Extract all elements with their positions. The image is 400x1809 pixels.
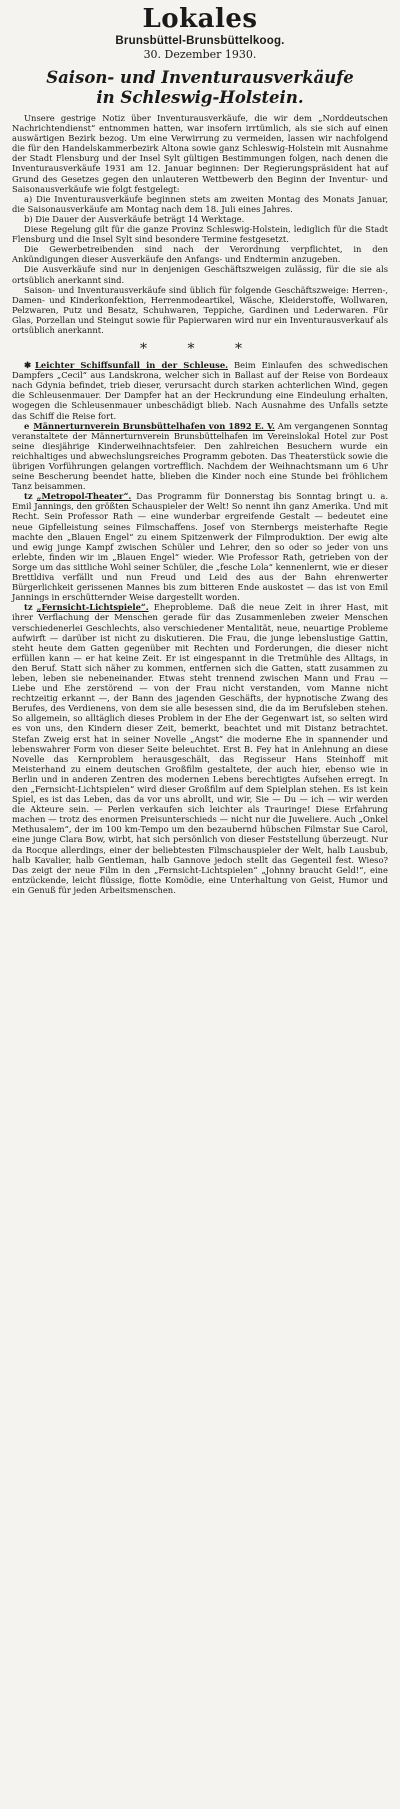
date-line: 30. Dezember 1930. [143, 48, 257, 61]
item-text: Am vergangenen Sonntag veranstaltete der Männerturnverein Brunsbüttelhafen im Vereinslokal Hotel zur Post seine diesjährige Kinderweihnachtsfeier. Den zahlreichen Besuchern wurde ein reichhaltiges und abwechslungsreiches Programm geboten. Das Theaterstück sowie die übrigen Vorführungen gelangen vortrefflich. Nachdem der Weihnachtsmann um 6 Uhr seine Bescherung beendet hatte, blieben die Kinder noch eine Stunde bei fröhlichem Tanz beisammen. [12, 420, 388, 492]
item-headline: Männerturnverein Brunsbüttelhafen von 1892 E. V. [33, 420, 275, 431]
article-paragraph: Saison- und Inventurausverkäufe sind üblich für folgende Geschäftszweige: Herren-, Damen- und Kinderkonfektion, Herrenmodeartikel, Wäsche, Kleiderstoffe, Wollwaren, Pelzwaren, Putz und Besatz, Schuhwaren, Teppiche, Gardinen und Lederwaren. Für Glas, Porzellan und Steingut sowie für Papierwaren wird nur ein Inventurausverkauf als ortsüblich anerkannt. [12, 284, 388, 335]
masthead [12, 4, 388, 62]
item-marker: e [24, 420, 30, 431]
item-text: Das Programm für Donnerstag bis Sonntag bringt u. a. Emil Jannings, den größten Schauspieler der Welt! So nennt ihn ganz Amerika. Und mit Recht. Sein Professor Rath — eine wunderbar ergreifende Gestalt — bedeutet eine neue Gipfelleistung seines Filmschaffens. Josef von Sternbergs meisterhafte Regie machte den „Blauen Engel“ zu einem Spitzenwerk der Filmproduktion. Der ewig alte und ewig junge Kampf zwischen Schüler und Lehrer, den so oder so jeder von uns erlebte, finden wir im „Blauen Engel“ wieder. Wie Professor Rath, getrieben von der Sorge um das sittliche Wohl seiner Schüler, die „fesche Lola“ kennenlernt, wie er dieser Brettldiva verfällt und nun Freud und Leid des aus der Bahn ehrenwerter Bürgerlichkeit gerissenen Mannes bis zum bitteren Ende auskostet — das ist von Emil Jannings in erschütternder Weise dargestellt worden. [12, 491, 388, 603]
news-item [12, 421, 388, 492]
separator-stars: * * * [140, 341, 260, 358]
local-news [12, 360, 388, 895]
article-paragraph: b) Die Dauer der Ausverkäufe beträgt 14 Werktage. [24, 213, 245, 224]
news-item [12, 491, 388, 602]
news-item [12, 360, 388, 421]
news-item [12, 602, 388, 895]
item-text: Eheprobleme. Daß die neue Zeit in ihrer Hast, mit ihrer Verflachung der Menschen gerade für das Zusammenleben zweier Menschen verschiedenerlei Geschlechts, also verschiedener Mentalität, neue, neuartige Probleme aufwirft — darüber ist nicht zu diskutieren. Die Frau, die junge lebenslustige Gattin, steht heute dem Gatten gegenüber mit Rechten und Forderungen, die dieser nicht erfüllen kann — er hat keine Zeit. Er ist eingespannt in die Tretmühle des Alltags, in den Beruf. Statt sich näher zu kommen, entfernen sich die Gatten, statt zusammen zu leben, leben sie nebeneinander. Etwas steht trennend zwischen Mann und Frau — Liebe und Ehe zerstörend — von der Frau nicht verstanden, vom Manne nicht rechtzeitig erkannt —, der Bann des jagenden Geschäfts, der hypnotische Zwang des Berufes, des Verdienens, von dem sie alle besessen sind, die da im Berufsleben stehen. So allgemein, so alltäglich dieses Problem in der Ehe der Gegenwart ist, so selten wird es von uns, den Kindern dieser Zeit, bemerkt, beachtet und mit Distanz betrachtet. Stefan Zweig erst hat in seiner Novelle „Angst“ die moderne Ehe in spannender und lebenswahrer Form von dieser Seite beleuchtet. Erst B. Fey hat in Anlehnung an diese Novelle das Kernproblem herausgeschält, das Regisseur Hans Steinhoff mit Meisterhand zu einem deutschen Großfilm gestaltete, der auch hier, ebenso wie in Berlin und in anderen Zentren des modernen Lebens berechtigtes Aufsehen erregt. In den „Fernsicht-Lichtspielen“ wird dieser Großfilm auf dem Spielplan stehen. Es ist kein Spiel, es ist das Leben, das da vor uns abrollt, und wir, Sie — Du — ich — wir werden die Akteure sein. — Perlen verkaufen sich leichter als Trauringe! Diese Erfahrung machen — trotz des enormen Preisunterschieds — nicht nur die Juweliere. Auch „Onkel Methusalem“, der im 100 km-Tempo um den bezaubernd hübschen Filmstar Sue Carol, eine junge Clara Bow, wirbt, hat sich persönlich von dieser Feststellung überzeugt. Nur da Rocque allerdings, einer der beliebtesten Filmschauspieler der Welt, halb Lausbub, halb Kavalier, halb Gentleman, halb Gannove jedoch stellt das Gegenteil fest. Wieso? Das zeigt der neue Film in den „Fernsicht-Lichtspielen“ „Johnny braucht Geld!“, eine entzückende, leicht flüssige, flotte Komödie, eine Unterhaltung von Geist, Humor und ein Genuß für jeden Arbeitsmenschen. [12, 602, 388, 895]
item-text: Beim Einlaufen des schwedischen Dampfers „Cecil“ aus Landskrona, welcher sich in Ballast auf der Reise von Bordeaux nach Gdynia befindet, trieb dieser, verursacht durch starken achterlichen Wind, gegen die Schleusenmauer. Der Dampfer hat an der Heckrundung eine Eindeulung erhalten, wogegen die Schleusenmauer unbeschädigt blieb. Nach Ausnahme des Unfalls setzte das Schiff die Reise fort. [12, 360, 388, 421]
main-headline [12, 68, 388, 108]
article-paragraph: Unsere gestrige Notiz über Inventurausverkäufe, die wir dem „Norddeutschen Nachrichtendienst“ entnommen hatten, war insofern irrtümlich, als sie sich auf einen auswärtigen Bezirk bezog. Um eine Verwirrung zu vermeiden, lassen wir nachfolgend die für den Handelskammerbezirk Altona sowie ganz Schleswig-Holstein mit Ausnahme der Stadt Flensburg und der Insel Sylt gültigen Bestimmungen folgen, nach denen die Inventurausverkäufe 1931 am 12. Januar beginnen: Der Regierungspräsident hat auf Grund des Gesetzes gegen den unlauteren Wettbewerb den Beginn der Inventur- und Saisonausverkäufe wie folgt festgelegt: [12, 113, 388, 194]
article-paragraph: Die Ausverkäufe sind nur in denjenigen Geschäftszweigen zulässig, für die sie als ortsüblich anerkannt sind. [12, 264, 388, 285]
item-marker: ✱ [24, 360, 32, 371]
item-marker: tz [24, 602, 33, 613]
article-paragraph: Diese Regelung gilt für die ganze Provinz Schleswig-Holstein, lediglich für die Stadt Flensburg und die Insel Sylt sind besondere Termine festgesetzt. [12, 224, 388, 245]
main-article [12, 113, 388, 335]
item-headline: „Metropol-Theater“. [36, 491, 132, 502]
headline-line-2: in Schleswig-Holstein. [96, 88, 304, 107]
place-line: Brunsbüttel-Brunsbüttelkoog. [115, 35, 285, 47]
section-title: Lokales [142, 4, 258, 34]
item-headline: Leichter Schiffsunfall in der Schleuse. [35, 360, 229, 371]
article-paragraph: a) Die Inventurausverkäufe beginnen stets am zweiten Montag des Monats Januar, die Saisonausverkäufe am Montag nach dem 18. Juli eines Jahres. [12, 193, 388, 214]
item-marker: tz [24, 491, 33, 502]
item-headline: „Fernsicht-Lichtspiele“. [36, 602, 149, 613]
headline-line-1: Saison- und Inventurausverkäufe [46, 68, 354, 87]
article-paragraph: Die Gewerbetreibenden sind nach der Verordnung verpflichtet, in den Ankündigungen dieser Ausverkäufe den Anfangs- und Endtermin anzugeben. [12, 244, 388, 265]
